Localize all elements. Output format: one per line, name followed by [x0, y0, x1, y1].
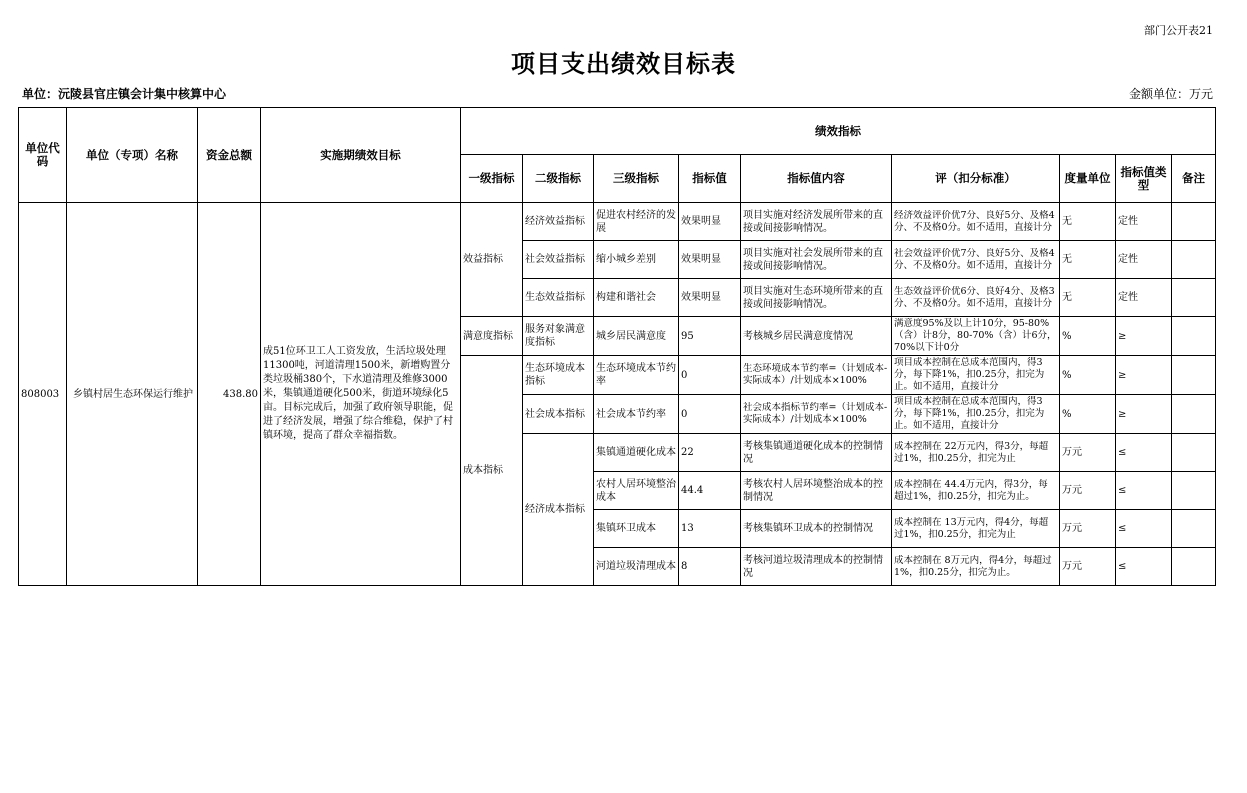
header-total-funds: 资金总额	[198, 108, 261, 203]
header-remark: 备注	[1172, 155, 1216, 203]
page-title: 项目支出绩效目标表	[511, 50, 736, 78]
header-value: 指标值	[679, 155, 741, 203]
level3-cell: 集镇环卫成本	[594, 510, 679, 548]
level2-cell: 社会成本指标	[523, 395, 594, 434]
header-level3: 三级指标	[594, 155, 679, 203]
remark-cell	[1172, 395, 1216, 434]
measure-unit-cell: 万元	[1060, 434, 1116, 472]
value-cell: 22	[679, 434, 741, 472]
level3-cell: 河道垃圾清理成本	[594, 548, 679, 586]
scoring-cell: 成本控制在 13万元内，得4分，每超过1%，扣0.25分，扣完为止	[892, 510, 1060, 548]
value-cell: 95	[679, 317, 741, 356]
remark-cell	[1172, 548, 1216, 586]
header-project-name: 单位（专项）名称	[67, 108, 198, 203]
value-type-cell: 定性	[1116, 279, 1172, 317]
value-type-cell: ≥	[1116, 395, 1172, 434]
content-cell: 项目实施对社会发展所带来的直接或间接影响情况。	[741, 241, 892, 279]
value-type-cell: ≤	[1116, 472, 1172, 510]
value-cell: 效果明显	[679, 279, 741, 317]
level3-cell: 集镇通道硬化成本	[594, 434, 679, 472]
content-cell: 考核农村人居环境整治成本的控制情况	[741, 472, 892, 510]
level2-cell: 生态效益指标	[523, 279, 594, 317]
level3-cell: 缩小城乡差别	[594, 241, 679, 279]
value-cell: 8	[679, 548, 741, 586]
content-cell: 考核城乡居民满意度情况	[741, 317, 892, 356]
remark-cell	[1172, 434, 1216, 472]
header-unit-code: 单位代码	[19, 108, 67, 203]
value-type-cell: ≤	[1116, 548, 1172, 586]
value-type-cell: ≤	[1116, 434, 1172, 472]
scoring-cell: 社会效益评价优7分、良好5分、及格4分、不及格0分。如不适用，直接计分	[892, 241, 1060, 279]
table-row	[19, 203, 1216, 241]
level3-cell: 农村人居环境整治成本	[594, 472, 679, 510]
measure-unit-cell: %	[1060, 356, 1116, 395]
measure-unit-cell: 万元	[1060, 472, 1116, 510]
header-level1: 一级指标	[461, 155, 523, 203]
content-cell: 考核集镇环卫成本的控制情况	[741, 510, 892, 548]
content-cell: 考核河道垃圾清理成本的控制情况	[741, 548, 892, 586]
measure-unit-cell: 无	[1060, 203, 1116, 241]
measure-unit-cell: 无	[1060, 279, 1116, 317]
value-cell: 效果明显	[679, 203, 741, 241]
level1-cell: 满意度指标	[461, 317, 523, 356]
unit-label: 单位：沅陵县官庄镇会计集中核算中心	[22, 87, 227, 101]
remark-cell	[1172, 279, 1216, 317]
amount-cell: 438.80	[198, 203, 261, 586]
performance-table	[18, 107, 1216, 586]
value-type-cell: ≤	[1116, 510, 1172, 548]
measure-unit-cell: %	[1060, 317, 1116, 356]
remark-cell	[1172, 203, 1216, 241]
level2-cell: 社会效益指标	[523, 241, 594, 279]
level3-cell: 促进农村经济的发展	[594, 203, 679, 241]
header-content: 指标值内容	[741, 155, 892, 203]
content-cell: 项目实施对经济发展所带来的直接或间接影响情况。	[741, 203, 892, 241]
content-cell: 项目实施对生态环境所带来的直接或间接影响情况。	[741, 279, 892, 317]
remark-cell	[1172, 241, 1216, 279]
form-number: 部门公开表21	[1144, 24, 1213, 37]
header-scoring: 评（扣分标准）	[892, 155, 1060, 203]
value-cell: 效果明显	[679, 241, 741, 279]
project-name-cell: 乡镇村居生态环保运行维护	[67, 203, 198, 586]
measure-unit-cell: 万元	[1060, 510, 1116, 548]
value-type-cell: 定性	[1116, 203, 1172, 241]
scoring-cell: 成本控制在 22万元内，得3分，每超过1%，扣0.25分，扣完为止	[892, 434, 1060, 472]
value-cell: 44.4	[679, 472, 741, 510]
header-value-type: 指标值类型	[1116, 155, 1172, 203]
value-cell: 13	[679, 510, 741, 548]
level2-cell: 生态环境成本指标	[523, 356, 594, 395]
level1-cell: 成本指标	[461, 356, 523, 586]
remark-cell	[1172, 472, 1216, 510]
scoring-cell: 生态效益评价优6分、良好4分、及格3分、不及格0分。如不适用，直接计分	[892, 279, 1060, 317]
value-cell: 0	[679, 395, 741, 434]
header-goal: 实施期绩效目标	[261, 108, 461, 203]
header-indicators: 绩效指标	[461, 108, 1216, 155]
scoring-cell: 项目成本控制在总成本范围内，得3分，每下降1%，扣0.25分，扣完为止。如不适用，直接计分	[892, 395, 1060, 434]
content-cell: 生态环境成本节约率=（计划成本-实际成本）/计划成本×100%	[741, 356, 892, 395]
scoring-cell: 经济效益评价优7分、良好5分、及格4分、不及格0分。如不适用，直接计分	[892, 203, 1060, 241]
unit-code-cell: 808003	[19, 203, 67, 586]
measure-unit-cell: 万元	[1060, 548, 1116, 586]
remark-cell	[1172, 317, 1216, 356]
scoring-cell: 成本控制在 44.4万元内，得3分，每超过1%，扣0.25分，扣完为止。	[892, 472, 1060, 510]
header-level2: 二级指标	[523, 155, 594, 203]
level1-cell: 效益指标	[461, 203, 523, 317]
value-type-cell: ≥	[1116, 317, 1172, 356]
value-cell: 0	[679, 356, 741, 395]
level2-cell: 服务对象满意度指标	[523, 317, 594, 356]
level3-cell: 构建和谐社会	[594, 279, 679, 317]
level3-cell: 社会成本节约率	[594, 395, 679, 434]
scoring-cell: 成本控制在 8万元内，得4分，每超过1%，扣0.25分，扣完为止。	[892, 548, 1060, 586]
header-measure-unit: 度量单位	[1060, 155, 1116, 203]
money-unit-label: 金额单位：万元	[1128, 87, 1213, 101]
value-type-cell: 定性	[1116, 241, 1172, 279]
level2-cell: 经济成本指标	[523, 434, 594, 586]
content-cell: 考核集镇通道硬化成本的控制情况	[741, 434, 892, 472]
measure-unit-cell: 无	[1060, 241, 1116, 279]
remark-cell	[1172, 356, 1216, 395]
level3-cell: 生态环境成本节约率	[594, 356, 679, 395]
goal-cell: 成51位环卫工人工资发放，生活垃圾处理11300吨，河道清理1500米，新增购置分类垃圾桶380个，下水道清理及维修3000米，集镇通道硬化500米，街道环境绿化5亩。目标完成后，加强了政府领导职能，促进了经济发展，增强了综合维稳，保护了村镇环境，提高了群众幸福指数。	[261, 203, 461, 586]
level3-cell: 城乡居民满意度	[594, 317, 679, 356]
value-type-cell: ≥	[1116, 356, 1172, 395]
content-cell: 社会成本指标节约率=（计划成本-实际成本）/计划成本×100%	[741, 395, 892, 434]
scoring-cell: 满意度95%及以上计10分，95-80%（含）计8分，80-70%（含）计6分，70%以下计0分	[892, 317, 1060, 356]
measure-unit-cell: %	[1060, 395, 1116, 434]
level2-cell: 经济效益指标	[523, 203, 594, 241]
scoring-cell: 项目成本控制在总成本范围内，得3分，每下降1%，扣0.25分，扣完为止。如不适用，直接计分	[892, 356, 1060, 395]
remark-cell	[1172, 510, 1216, 548]
